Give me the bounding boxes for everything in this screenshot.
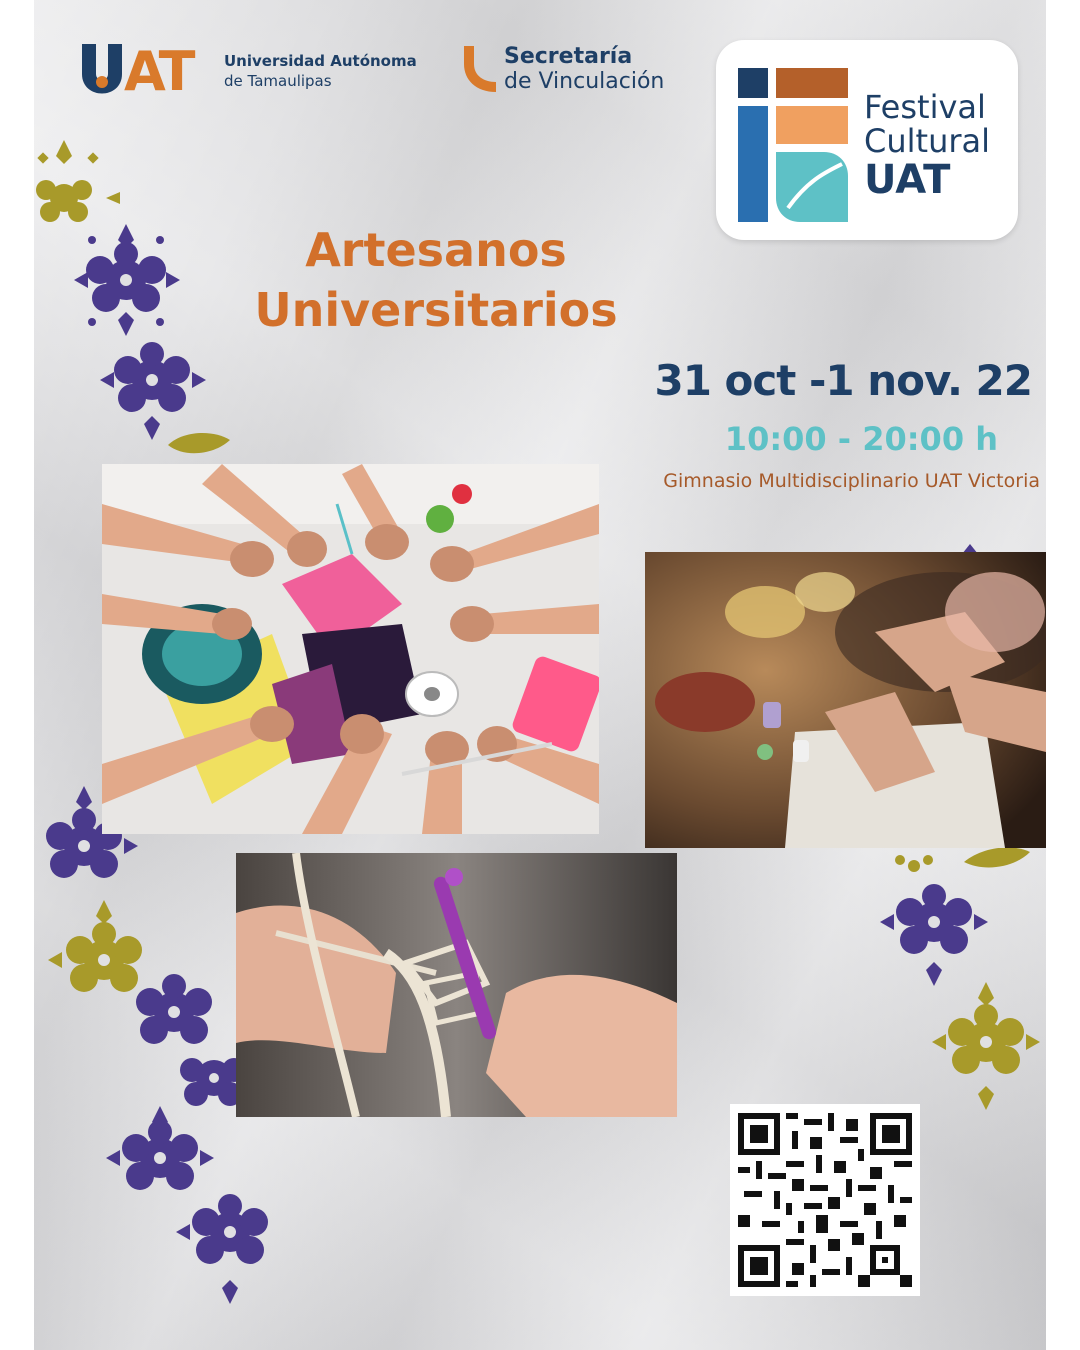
qr-code[interactable] (730, 1104, 920, 1296)
photo-crafts-table (645, 552, 1046, 848)
poster (34, 0, 1046, 1350)
secretaria-logo-icon (462, 44, 498, 94)
event-title (216, 220, 656, 340)
title-line2: Universitarios (254, 283, 618, 337)
event-date: 31 oct -1 nov. 22 (654, 356, 1032, 405)
uat-logo (78, 38, 218, 98)
festival-line2: Cultural (864, 122, 990, 160)
event-venue: Gimnasio Multidisciplinario UAT Victoria (663, 470, 1040, 492)
university-line2: de Tamaulipas (224, 72, 332, 90)
festival-line3: UAT (864, 157, 951, 203)
secretaria-name (504, 44, 664, 94)
flower-ornament-icon (34, 140, 234, 460)
photo-crochet-circle (102, 464, 599, 834)
secretaria-line2: de Vinculación (504, 69, 665, 94)
festival-logo-card (716, 40, 1018, 240)
festival-mark-icon (738, 68, 852, 224)
university-line1: Universidad Autónoma (224, 52, 417, 70)
festival-text (864, 90, 990, 202)
uat-wordmark-text: AT (124, 40, 193, 98)
event-time: 10:00 - 20:00 h (724, 420, 998, 458)
university-name (224, 52, 417, 90)
secretaria-line1: Secretaría (504, 44, 633, 69)
qr-code-icon (738, 1112, 912, 1288)
festival-line1: Festival (864, 88, 986, 126)
title-line1: Artesanos (305, 223, 567, 277)
photo-crochet-closeup (236, 853, 677, 1117)
